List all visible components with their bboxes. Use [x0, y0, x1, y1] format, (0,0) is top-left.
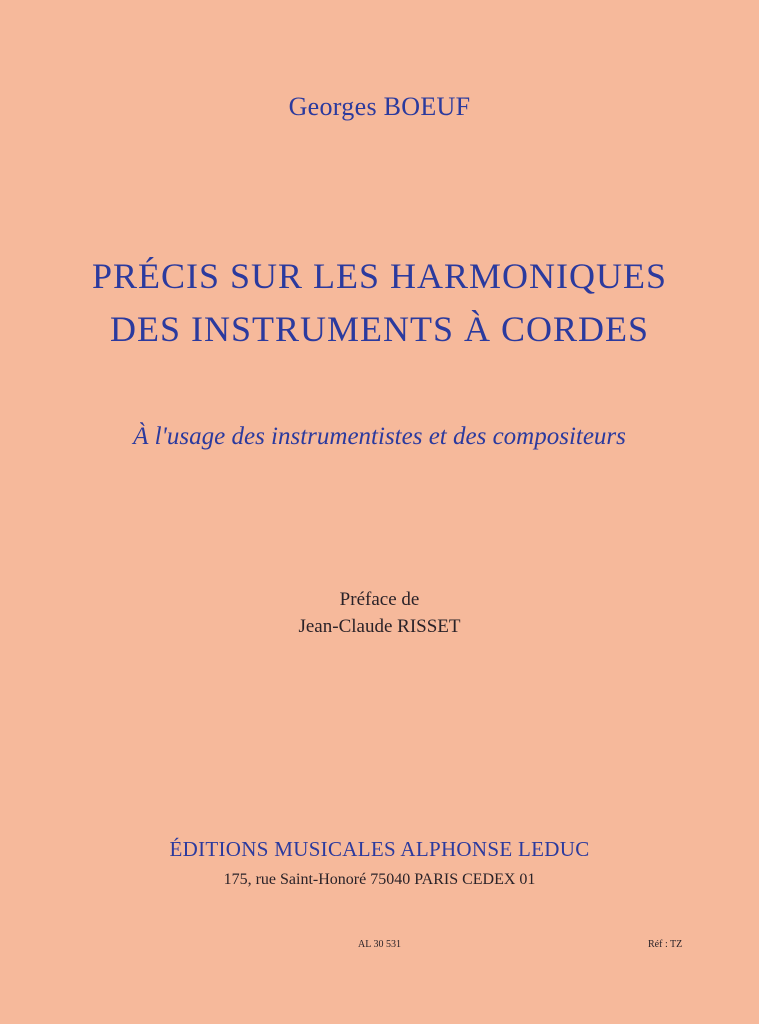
preface-author: Jean-Claude RISSET	[298, 616, 461, 637]
author-name: Georges BOEUF	[288, 92, 471, 121]
catalog-number: AL 30 531	[358, 939, 401, 950]
publisher-name: ÉDITIONS MUSICALES ALPHONSE LEDUC	[169, 837, 590, 861]
publisher-address: 175, rue Saint-Honoré 75040 PARIS CEDEX 01	[223, 871, 536, 888]
preface-label: Préface de	[339, 589, 420, 610]
reference-code: Réf : TZ	[648, 939, 683, 950]
subtitle: À l'usage des instrumentistes et des compositeurs	[133, 423, 626, 450]
title-line-2: DES INSTRUMENTS À CORDES	[109, 309, 650, 349]
title-line-1: PRÉCIS SUR LES HARMONIQUES	[91, 256, 668, 296]
